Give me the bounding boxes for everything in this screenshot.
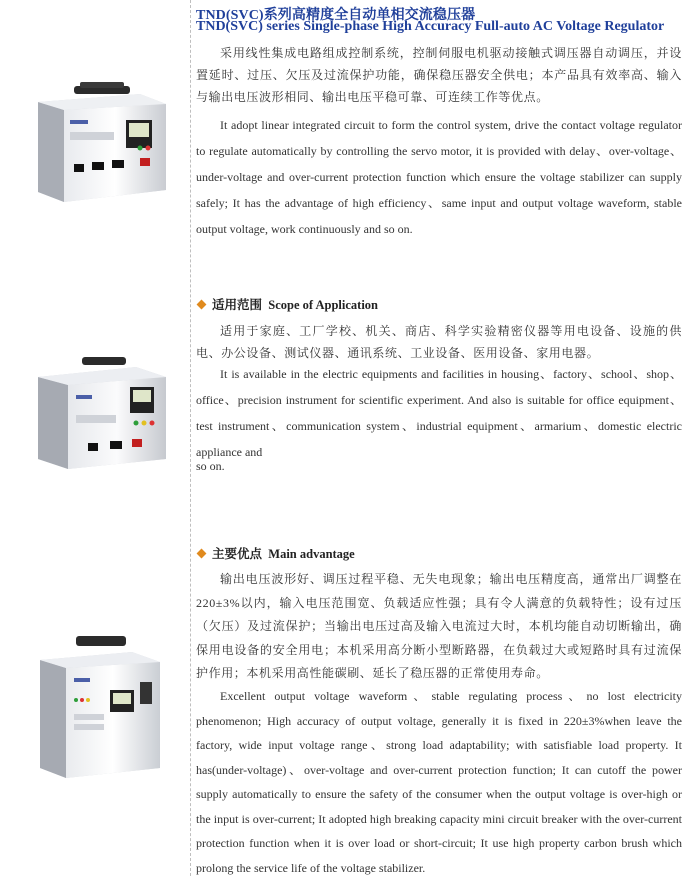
- scope-text-cn: 适用于家庭、工厂学校、机关、商店、科学实验精密仪器等用电设备、设施的供电、办公设备、测试仪器、通讯系统、工业设备、医用设备、家用电器。: [196, 324, 682, 360]
- product-title-cn: TND(SVC)系列高精度全自动单相交流稳压器: [196, 8, 476, 23]
- voltage-regulator-image-3: [36, 632, 166, 782]
- voltage-regulator-image-2: [32, 355, 172, 475]
- advantage-text-en: Excellent output voltage waveform、stable regulating process、no lost electricity phenomenon; High accuracy of output voltage, generally it is fixed in 220±3%when leave the factory, wide input voltage range、strong load adaptability; with satisfiable load property. It has(under-voltage)、over-voltage and over-current protection function; It can cutoff the power supply automatically to ensure the safety of the consumer when the output voltage is over-high or the input is over-current; It adopted high breaking capacity mini circuit breaker with the over-current protection function when it is over load or short-circuit; It use high property carbon brush which prolong the service life of the voltage stabilizer.: [196, 689, 682, 875]
- intro-text-cn: 采用线性集成电路组成控制系统，控制伺服电机驱动接触式调压器自动调压，并设置延时、过压、欠压及过流保护功能，确保稳压器安全供电；本产品具有效率高、输入与输出电压波形相同、输出电压平稳可靠、可连续工作等优点。: [196, 46, 682, 104]
- product-image-column: [0, 0, 188, 876]
- product-title-en: TND(SVC) series Single-phase High Accuracy Full-auto AC Voltage Regulator: [196, 19, 665, 34]
- scope-text-en: It is available in the electric equipments and facilities in housing、factory、school、shop、office、precision instrument for scientific experiment. And also is suitable for office equipment、test instrument、communication system、industrial equipment、armarium、domestic electric appliance and: [196, 367, 682, 459]
- intro-text-en: It adopt linear integrated circuit to form the control system, drive the contact voltage regulator to regulate automatically by controlling the servo motor, it is provided with delay、over-voltage、under-voltage and over-current protection function which ensure the voltage stabilizer can supply safely; It has the advantage of high efficiency、same input and output voltage waveform, stable output voltage, work continuously and so on.: [196, 118, 682, 236]
- scope-heading-cn: 适用范围: [212, 298, 263, 312]
- voltage-regulator-image-1: [30, 80, 170, 210]
- advantage-heading: [198, 544, 355, 562]
- advantage-heading-cn: 主要优点: [212, 547, 263, 561]
- scope-heading-en: Scope of Application: [268, 298, 379, 312]
- scope-heading: [198, 295, 378, 313]
- advantage-heading-en: Main advantage: [268, 547, 355, 561]
- bullet-diamond-icon: [197, 549, 207, 559]
- column-divider: [190, 0, 191, 876]
- scope-text-en-tail: so on.: [196, 459, 225, 473]
- advantage-text-cn: 输出电压波形好、调压过程平稳、无失电现象；输出电压精度高，通常出厂调整在220±3%以内，输入电压范围宽、负载适应性强；具有令人满意的负载特性；设有过压（欠压）及过流保护；当输出电压过高及输入电流过大时，本机均能自动切断输出，确保用电设备的安全用电；本机采用高分断小型断路器，在负载过大或短路时具有过流保护作用；本机采用高性能碳刷、延长了稳压器的正常使用寿命。: [196, 572, 682, 680]
- bullet-diamond-icon: [197, 300, 207, 310]
